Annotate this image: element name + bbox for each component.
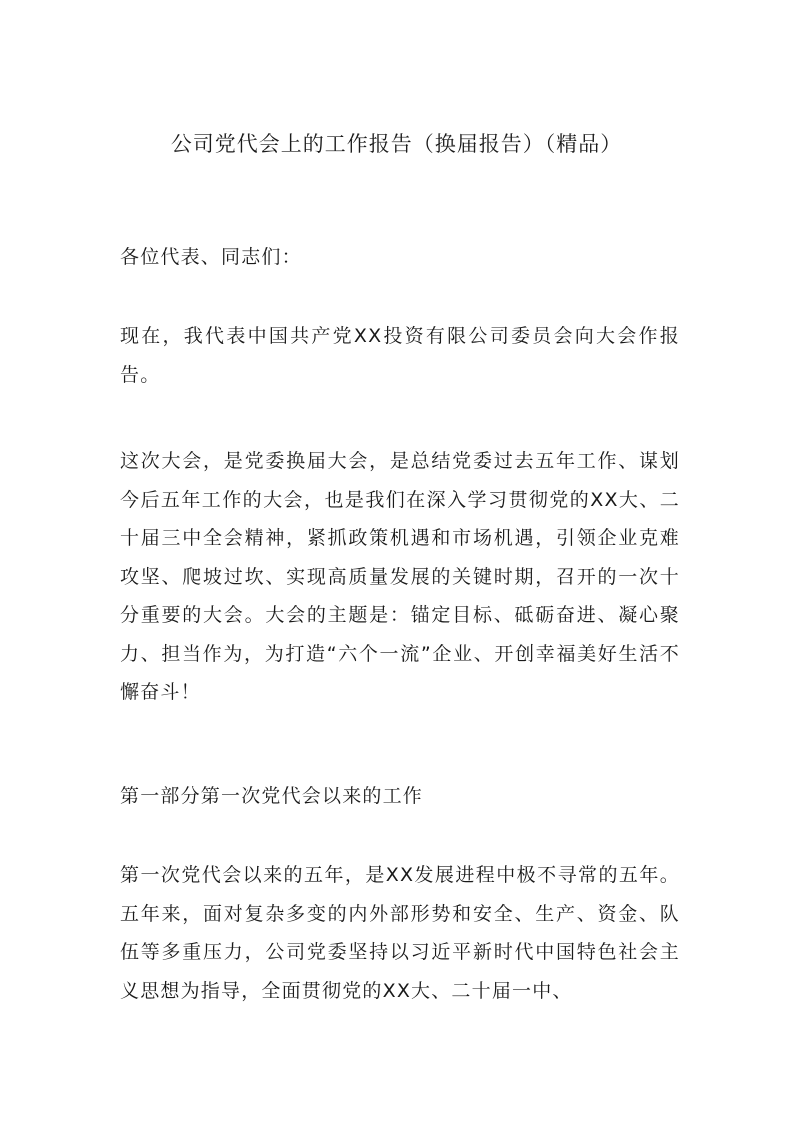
paragraph-opening: 现在，我代表中国共产党XX投资有限公司委员会向大会作报告。 [120, 325, 680, 386]
section-heading: 第一部分第一次党代会以来的工作 [120, 785, 424, 807]
document-title: 公司党代会上的工作报告（换届报告）（精品） [170, 132, 623, 156]
salutation: 各位代表、同志们： [120, 246, 302, 268]
paragraph-section-body: 第一次党代会以来的五年，是XX发展进程中极不寻常的五年。五年来，面对复杂多变的内外部形势和安全、生产、资金、队伍等多重压力，公司党委坚持以习近平新时代中国特色社会主义思想为指导，全面贯彻党的XX大、二十届一中、 [120, 864, 680, 1002]
paragraph-meeting-significance: 这次大会，是党委换届大会，是总结党委过去五年工作、谋划今后五年工作的大会，也是我们在深入学习贯彻党的XX大、二十届三中全会精神，紧抓政策机遇和市场机遇，引领企业克难攻坚、爬坡过坎、实现高质量发展的关键时期，召开的一次十分重要的大会。大会的主题是：锚定目标、砥砺奋进、凝心聚力、担当作为，为打造“六个一流”企业、开创幸福美好生活不懈奋斗！ [120, 450, 680, 703]
